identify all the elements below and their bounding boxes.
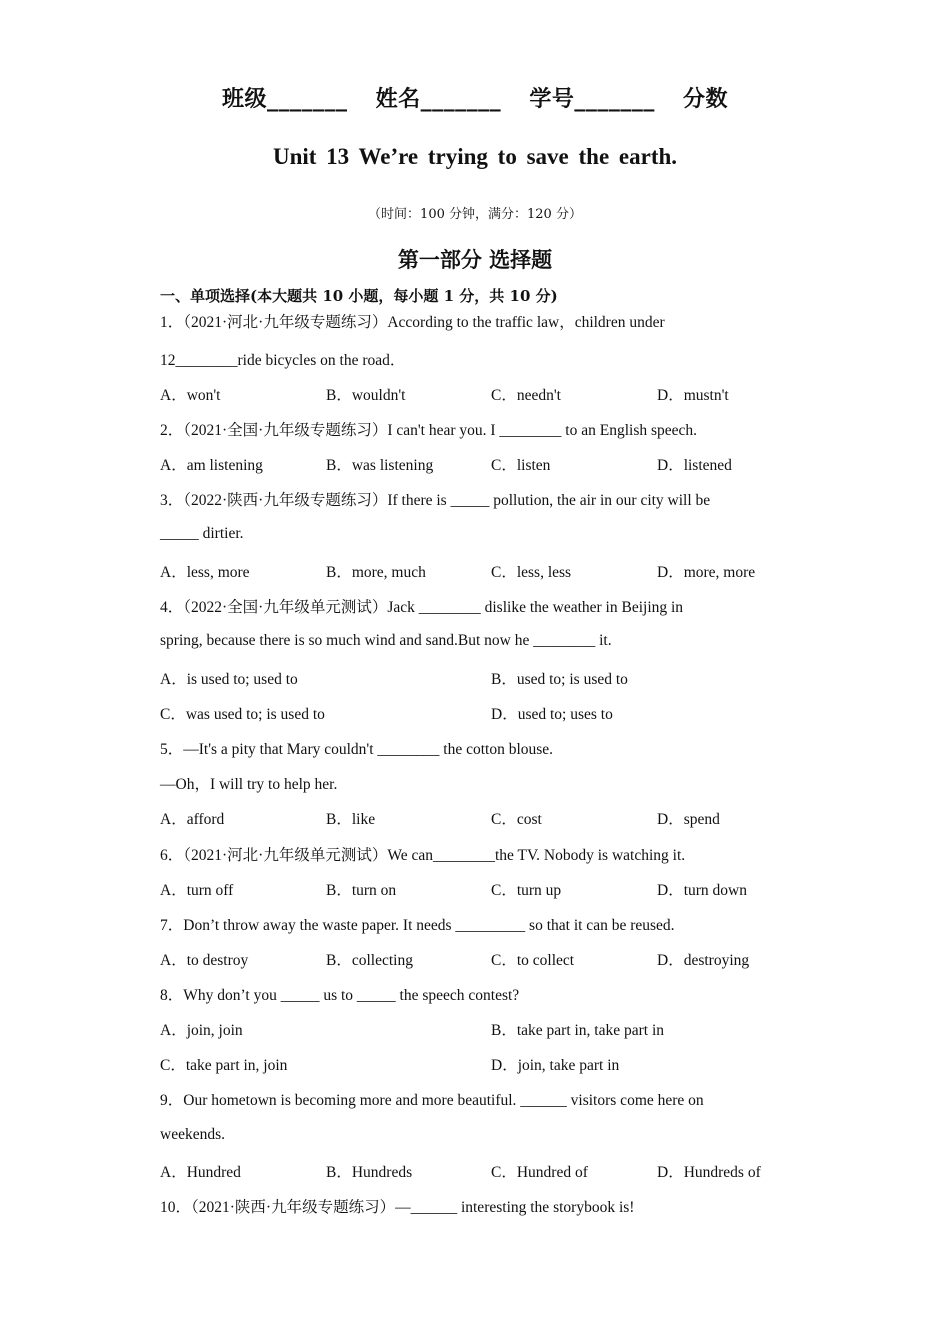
question-3-option-d[interactable]: D．more, more bbox=[657, 564, 756, 581]
question-4-option-d[interactable]: D．used to; uses to bbox=[491, 706, 613, 723]
question-2-option-d[interactable]: D．listened bbox=[657, 457, 732, 474]
question-5-option-c[interactable]: C．cost bbox=[491, 811, 542, 828]
question-4-option-a[interactable]: A．is used to; used to bbox=[160, 671, 298, 688]
question-3-line-1: 3．（2022·陕西·九年级专题练习）If there is _____ pollution, the air in our city will be bbox=[160, 492, 711, 509]
question-2-option-c[interactable]: C．listen bbox=[491, 457, 551, 474]
question-6-line-1: 6．（2021·河北·九年级单元测试）We can________the TV. Nobody is watching it. bbox=[160, 847, 686, 864]
question-4-option-c[interactable]: C．was used to; is used to bbox=[160, 706, 325, 723]
question-6-option-d[interactable]: D．turn down bbox=[657, 882, 747, 899]
question-7-option-d[interactable]: D．destroying bbox=[657, 952, 750, 969]
question-7-option-b[interactable]: B．collecting bbox=[326, 952, 413, 969]
exam-time-info: （时间：100 分钟，满分：120 分） bbox=[368, 207, 582, 222]
question-5-option-d[interactable]: D．spend bbox=[657, 811, 720, 828]
question-4-line-1: 4．（2022·全国·九年级单元测试）Jack ________ dislike the weather in Beijing in bbox=[160, 599, 684, 616]
question-4-line-2: spring, because there is so much wind and sand.But now he ________ it. bbox=[160, 632, 612, 649]
question-1-option-a[interactable]: A．won't bbox=[160, 387, 221, 404]
question-8-line-1: 8．Why don’t you _____ us to _____ the speech contest? bbox=[160, 987, 520, 1004]
student-id-label: 学号_______ bbox=[529, 86, 655, 112]
question-3-option-a[interactable]: A．less, more bbox=[160, 564, 250, 581]
question-1-option-b[interactable]: B．wouldn't bbox=[326, 387, 406, 404]
page-title: Unit 13 We’re trying to save the earth. bbox=[272, 144, 678, 169]
question-2-line-1: 2．（2021·全国·九年级专题练习）I can't hear you. I ________ to an English speech. bbox=[160, 422, 698, 439]
section-heading: 一、单项选择(本大题共 10 小题，每小题 1 分，共 10 分) bbox=[160, 287, 558, 305]
question-8-option-d[interactable]: D．join, take part in bbox=[491, 1057, 620, 1074]
question-3-line-2: _____ dirtier. bbox=[160, 525, 244, 542]
question-1-line-2: 12________ride bicycles on the road． bbox=[160, 352, 406, 369]
question-9-line-1: 9．Our hometown is becoming more and more beautiful. ______ visitors come here on bbox=[160, 1092, 704, 1109]
question-6-option-a[interactable]: A．turn off bbox=[160, 882, 234, 899]
question-7-option-c[interactable]: C．to collect bbox=[491, 952, 575, 969]
question-7-option-a[interactable]: A．to destroy bbox=[160, 952, 249, 969]
question-8-option-b[interactable]: B．take part in, take part in bbox=[491, 1022, 665, 1039]
question-9-line-2: weekends. bbox=[160, 1126, 225, 1143]
question-3-option-c[interactable]: C．less, less bbox=[491, 564, 572, 581]
question-8-option-c[interactable]: C．take part in, join bbox=[160, 1057, 288, 1074]
question-9-option-c[interactable]: C．Hundred of bbox=[491, 1164, 588, 1181]
question-2-option-a[interactable]: A．am listening bbox=[160, 457, 263, 474]
question-5-line-2: —Oh，I will try to help her. bbox=[160, 776, 338, 793]
question-5-option-b[interactable]: B．like bbox=[326, 811, 376, 828]
question-6-option-b[interactable]: B．turn on bbox=[326, 882, 397, 899]
name-label: 姓名_______ bbox=[375, 86, 502, 112]
question-9-option-d[interactable]: D．Hundreds of bbox=[657, 1164, 761, 1181]
question-6-option-c[interactable]: C．turn up bbox=[491, 882, 562, 899]
question-3-option-b[interactable]: B．more, much bbox=[326, 564, 426, 581]
question-1-option-c[interactable]: C．needn't bbox=[491, 387, 561, 404]
question-10-line-1: 10．（2021·陕西·九年级专题练习）—______ interesting the storybook is! bbox=[160, 1199, 635, 1216]
question-7-line-1: 7．Don’t throw away the waste paper. It needs _________ so that it can be reused. bbox=[160, 917, 675, 934]
question-9-option-a[interactable]: A．Hundred bbox=[160, 1164, 241, 1181]
class-label: 班级_______ bbox=[221, 86, 348, 112]
header-info-line bbox=[0, 82, 950, 113]
question-4-option-b[interactable]: B．used to; is used to bbox=[491, 671, 628, 688]
question-1-line-1: 1．（2021·河北·九年级专题练习）According to the traffic law，children under bbox=[160, 314, 665, 331]
question-5-option-a[interactable]: A．afford bbox=[160, 811, 225, 828]
question-2-option-b[interactable]: B．was listening bbox=[326, 457, 434, 474]
question-1-option-d[interactable]: D．mustn't bbox=[657, 387, 729, 404]
score-label: 分数 bbox=[683, 86, 729, 112]
question-5-line-1: 5．—It's a pity that Mary couldn't ________ the cotton blouse. bbox=[160, 741, 554, 758]
question-9-option-b[interactable]: B．Hundreds bbox=[326, 1164, 413, 1181]
part-heading: 第一部分 选择题 bbox=[397, 247, 553, 272]
question-8-option-a[interactable]: A．join, join bbox=[160, 1022, 243, 1039]
